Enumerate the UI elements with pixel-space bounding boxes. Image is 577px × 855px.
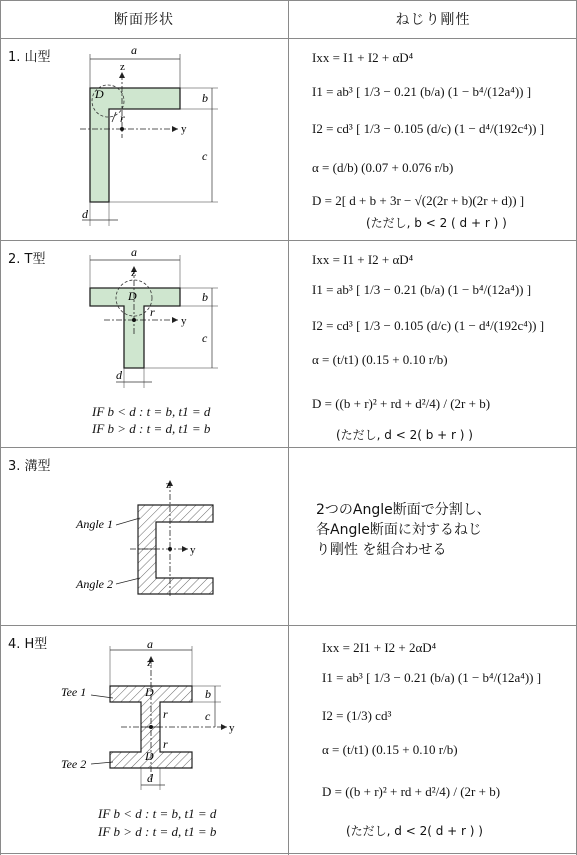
dim-D: D bbox=[95, 87, 104, 101]
axis-z: z bbox=[147, 657, 152, 669]
condition-b-greater-d: IF b > d : t = d, t1 = b bbox=[92, 421, 211, 436]
formula-i1: I1 = ab³ [ 1/3 − 0.21 (b/a) (1 − b⁴/(12a⁴)) ] bbox=[312, 282, 532, 297]
dim-c: c bbox=[205, 709, 211, 723]
channel-text-line: り剛性 を組合わせる bbox=[316, 542, 447, 558]
axis-y: y bbox=[181, 123, 187, 135]
formula-alpha: α = (d/b) (0.07 + 0.076 r/b) bbox=[312, 160, 454, 175]
formula-i1: I1 = ab³ [ 1/3 − 0.21 (b/a) (1 − b⁴/(12a⁴)) ] bbox=[322, 670, 542, 685]
dim-d: d bbox=[116, 368, 122, 382]
dim-d: d bbox=[82, 207, 88, 221]
row-label-angle: 1. 山型 bbox=[8, 50, 51, 65]
column-divider bbox=[288, 0, 289, 855]
row-divider bbox=[0, 240, 577, 241]
label-tee-2: Tee 2 bbox=[61, 757, 87, 771]
condition-note: (ただし, b < 2 ( d + r ) ) bbox=[366, 216, 507, 230]
formula-i1: I1 = ab³ [ 1/3 − 0.21 (b/a) (1 − b⁴/(12a⁴)) ] bbox=[312, 84, 532, 99]
dim-b: b bbox=[202, 290, 208, 304]
label-angle-1: Angle 1 bbox=[76, 517, 113, 531]
row-label-channel: 3. 溝型 bbox=[8, 459, 51, 474]
axis-y: y bbox=[181, 315, 187, 327]
formula-i2: I2 = cd³ [ 1/3 − 0.105 (d/c) (1 − d⁴/(192c⁴)) ] bbox=[312, 121, 545, 136]
condition-b-less-d: IF b < d : t = b, t1 = d bbox=[92, 404, 211, 419]
formula-alpha: α = (t/t1) (0.15 + 0.10 r/b) bbox=[312, 352, 448, 367]
condition-note: (ただし, d < 2( d + r ) ) bbox=[346, 824, 483, 838]
axis-z: z bbox=[120, 61, 125, 73]
header-torsion: ねじり剛性 bbox=[395, 12, 471, 28]
row-divider bbox=[0, 447, 577, 448]
dim-b: b bbox=[205, 687, 211, 701]
formula-D: D = 2[ d + b + 3r − √(2(2r + b)(2r + d)) ] bbox=[312, 193, 525, 208]
dim-a: a bbox=[131, 246, 137, 259]
dim-r: r bbox=[120, 111, 125, 125]
row-label-h: 4. H型 bbox=[8, 637, 48, 652]
formula-D: D = ((b + r)² + rd + d²/4) / (2r + b) bbox=[322, 784, 501, 799]
header-shape: 断面形状 bbox=[114, 12, 174, 28]
condition-note: (ただし, d < 2( b + r ) ) bbox=[336, 428, 473, 442]
formula-i2: I2 = cd³ [ 1/3 − 0.105 (d/c) (1 − d⁴/(192c⁴)) ] bbox=[312, 318, 545, 333]
dim-b: b bbox=[202, 91, 208, 105]
formula-alpha: α = (t/t1) (0.15 + 0.10 r/b) bbox=[322, 742, 458, 757]
dim-r: r bbox=[150, 305, 155, 319]
h-section-diagram bbox=[55, 640, 285, 800]
angle-section-diagram bbox=[60, 42, 285, 237]
axis-z: z bbox=[131, 267, 136, 279]
condition-b-less-d: IF b < d : t = b, t1 = d bbox=[98, 806, 217, 821]
row-label-tee: 2. T型 bbox=[8, 252, 46, 267]
channel-description bbox=[316, 500, 546, 560]
dim-a: a bbox=[147, 640, 153, 651]
dim-D-lower: D bbox=[145, 749, 154, 763]
header-divider bbox=[0, 38, 577, 39]
dim-D: D bbox=[145, 685, 154, 699]
formula-ixx: Ixx = I1 + I2 + αD⁴ bbox=[312, 50, 414, 65]
dim-d: d bbox=[147, 771, 153, 785]
dim-r: r bbox=[163, 707, 168, 721]
formula-i2: I2 = (1/3) cd³ bbox=[322, 708, 392, 723]
formula-ixx: Ixx = I1 + I2 + αD⁴ bbox=[312, 252, 414, 267]
dim-c: c bbox=[202, 331, 208, 345]
row-divider bbox=[0, 625, 577, 626]
formula-D: D = ((b + r)² + rd + d²/4) / (2r + b) bbox=[312, 396, 491, 411]
axis-z: z bbox=[166, 479, 171, 491]
dim-D: D bbox=[128, 289, 137, 303]
tee-section-diagram bbox=[60, 246, 285, 396]
dim-c: c bbox=[202, 149, 208, 163]
formula-ixx: Ixx = 2I1 + I2 + 2αD⁴ bbox=[322, 640, 437, 655]
dim-a: a bbox=[131, 43, 137, 57]
axis-y: y bbox=[190, 544, 196, 556]
table-border-left bbox=[0, 0, 1, 855]
channel-section-diagram bbox=[70, 478, 270, 606]
label-angle-2: Angle 2 bbox=[76, 577, 113, 591]
channel-text-line: 各Angle断面に対するねじ bbox=[316, 522, 482, 538]
label-tee-1: Tee 1 bbox=[61, 685, 87, 699]
axis-y: y bbox=[229, 722, 235, 734]
channel-text-line: 2つのAngle断面で分割し、 bbox=[316, 502, 491, 518]
condition-b-greater-d: IF b > d : t = d, t1 = b bbox=[98, 824, 217, 839]
dim-r-lower: r bbox=[163, 737, 168, 751]
